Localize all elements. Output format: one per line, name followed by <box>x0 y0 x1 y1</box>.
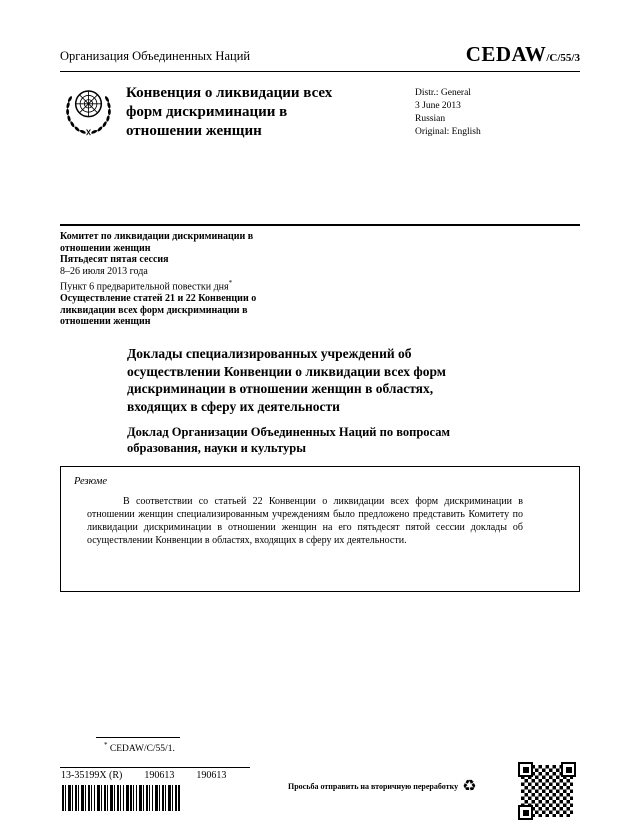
footnote <box>104 741 175 754</box>
document-symbol-series: CEDAW <box>465 42 547 66</box>
agenda-item <box>60 278 280 293</box>
session-dates: 8–26 июля 2013 года <box>60 266 148 278</box>
agenda-item-text: Пункт 6 предварительной повестки дня <box>60 281 229 293</box>
org-name: Организация Объединенных Наций <box>60 49 251 63</box>
committee-name: Комитет по ликвидации дискриминации в отношении женщин <box>60 231 254 254</box>
job-number-line <box>61 770 226 781</box>
document-title: Доклады специализированных учреждений об осуществлении Конвенции о ликвидации всех форм дискриминации в отношении женщин в областях, входящих в сферу их деятельности <box>127 346 446 414</box>
recycle-note <box>288 778 476 794</box>
qr-code <box>518 762 576 820</box>
convention-title: Конвенция о ликвидации всех форм дискриминации в отношении женщин <box>126 85 333 139</box>
date-line: 3 June 2013 <box>415 101 461 111</box>
qr-finder-bottom-left <box>518 805 533 820</box>
summary-box <box>60 466 580 592</box>
agenda-title: Осуществление статей 21 и 22 Конвенции о ликвидации всех форм дискриминации в отношении женщин <box>60 292 257 328</box>
recycle-text: Просьба отправить на вторичную переработку <box>288 781 459 791</box>
qr-finder-top-right <box>561 762 576 777</box>
recycle-icon: ♻ <box>462 776 477 795</box>
footnote-rule <box>96 737 180 738</box>
document-symbol <box>466 42 580 67</box>
summary-text: В соответствии со статьей 22 Конвенции о ликвидации всех форм дискриминации в отношении женщин специализированным учреждениям было предложено представить Комитету по ликвидации дискриминации в отношении женщин на его пятьдесят пятой сессии доклады об осуществлении Конвенции в областях, входящих в сферу их деятельности. <box>87 496 523 546</box>
footer-rule <box>60 767 250 768</box>
session-block <box>60 231 280 328</box>
distribution-info <box>415 87 481 139</box>
summary-label: Резюме <box>74 476 108 487</box>
date-code-1: 190613 <box>144 770 175 781</box>
date-code-2: 190613 <box>196 770 227 781</box>
session-number: Пятьдесят пятая сессия <box>60 254 169 266</box>
job-number: 13-35199X (R) <box>61 770 123 781</box>
agenda-item-footnote-marker: * <box>228 278 233 287</box>
document-symbol-number: /C/55/3 <box>546 52 580 64</box>
language-line: Russian <box>415 114 446 124</box>
header-rule <box>60 224 580 226</box>
qr-finder-top-left <box>518 762 533 777</box>
footnote-text: CEDAW/C/55/1. <box>109 744 175 755</box>
barcode <box>62 785 182 811</box>
document-subtitle: Доклад Организации Объединенных Наций по вопросам образования, науки и культуры <box>127 425 450 455</box>
masthead-rule <box>60 71 580 72</box>
footnote-marker: * <box>104 741 108 749</box>
un-emblem-icon <box>60 81 117 138</box>
distr-line: Distr.: General <box>415 88 471 98</box>
original-language-line: Original: English <box>415 127 481 137</box>
